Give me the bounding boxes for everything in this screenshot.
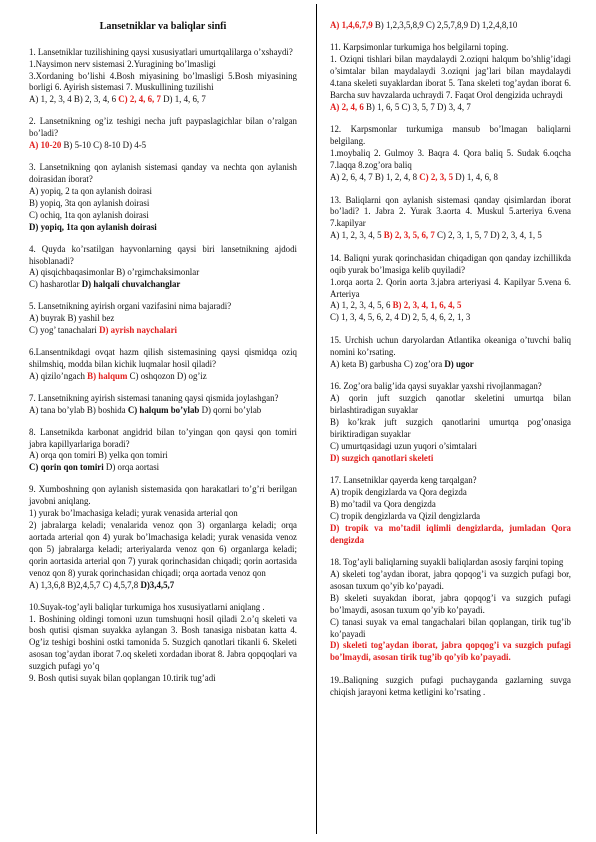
question-stem: 13. Baliqlarni qon aylanish sistemasi qanday qisimlardan iborat bo’ladi? 1. Jabra 2. Yurak 3.aorta 4. Muskul 5.arteriya 6.vena 7.kapilyar	[330, 194, 571, 229]
answer-text: C) ochiq, 1ta qon aylanish doirasi	[29, 209, 149, 220]
correct-answer: D) tropik va mo’tadil iqlimli dengizlarda, jumladan Qora dengizda	[330, 522, 571, 545]
question-block	[29, 301, 297, 337]
answer-text: C) tropik dengizlarda va Qizil dengizlarda	[330, 510, 481, 521]
answer-line	[330, 499, 571, 511]
answer-text: 1.orqa aorta 2. Qorin aorta 3.jabra arteriyasi 4. Kapilyar 5.vena 6. Arteriya	[330, 276, 571, 299]
answer-line	[29, 614, 297, 674]
answer-text: B) 5-10 C) 8-10 D) 4-5	[61, 140, 147, 151]
answer-text: B) 1,2,3,5,8,9 C) 2,5,7,8,9 D) 1,2,4,8,10	[372, 20, 518, 30]
question-stem: 17. Lansetniklar qayerda keng tarqalgan?	[330, 475, 477, 485]
answer-text: B) mo’tadil va Qora dengizda	[330, 498, 436, 509]
answer-text: C) 1, 3, 4, 5, 6, 2, 4 D) 2, 5, 4, 6, 2, 1, 3	[330, 312, 471, 323]
question-stem: 6.Lansentnikdagi ovqat hazm qilish sistemasining qaysi qismidqa oziq shilmshiq, modda bilan kichik luqmalar hosil qiladi?	[29, 347, 297, 369]
answer-line	[330, 593, 571, 617]
answer-text: 1.moybaliq 2. Gulmoy 3. Baqra 4. Qora baliq 5. Sudak 6.oqcha 7.laqqa 8.zog’ora baliq	[330, 148, 571, 171]
question-block	[29, 602, 297, 685]
answer-line	[330, 441, 571, 453]
correct-answer: D) ayrish naychalari	[99, 325, 177, 336]
question-block	[330, 675, 571, 699]
answer-text: A) qizilo’ngach	[29, 370, 88, 381]
answer-line	[330, 102, 571, 114]
highlighted-answer: C) halqum bo’ylab	[127, 404, 200, 415]
answer-line	[330, 417, 571, 441]
answer-line	[330, 300, 571, 312]
answer-text: 9. Bosh qutisi suyak bilan qoplangan 10.tirik tug’adi	[29, 673, 216, 684]
answer-line	[330, 359, 571, 371]
answer-text: C) umurtqasidagi uzun yuqori o’simtalari	[330, 440, 477, 451]
correct-answer: D) suzgich qanotlari skeleti	[330, 452, 434, 463]
answer-line	[330, 312, 571, 324]
answer-text: D) orqa aortasi	[103, 462, 160, 473]
answer-text: B) ko’krak juft suzgich qanotlarini umurtqa pog’onasiga biriktiradigan suyaklar	[330, 416, 571, 439]
answer-text: C) hasharotlar	[29, 279, 82, 290]
answer-line	[29, 210, 297, 222]
correct-answer: A) 10-20	[29, 140, 62, 151]
highlighted-answer: D) ugor	[444, 358, 474, 369]
answer-line	[330, 453, 571, 465]
question-block	[330, 20, 571, 32]
question-stem: 18. Tog’ayli baliqlarning suyakli baliqlardan asosiy farqini toping	[330, 557, 564, 568]
answer-text: A) 1, 2, 3, 4 B) 2, 3, 4, 6	[29, 94, 119, 105]
highlighted-answer: D) halqali chuvalchanglar	[81, 279, 181, 290]
answer-line	[29, 673, 297, 685]
answer-text: A) 2, 6, 4, 7 B) 1, 2, 4, 8	[330, 172, 420, 183]
answer-text: 1. Boshining oldingi tomoni uzun tumshuqni hosil qiladi 2.o’q skeleti va bosh qutisi qisman suyakka aylangan 3. Bosh tanasiga nisbatan katta 4. Og’iz teshigi boshini ostki tamonida 5. Suzgich qanotlari tikanli 6. Skeleti asosan tog’aydan iborat 7.oq skeleti xordadan iborat 8. Jabra qopqoqlari va suzgich pufagi yo’q	[29, 613, 297, 672]
question-block	[330, 335, 571, 371]
answer-text: D) 1, 4, 6, 8	[453, 172, 498, 183]
question-block	[330, 475, 571, 547]
answer-text: 1) yurak bo’lmachasiga keladi; yurak venasida arterial qon	[29, 508, 238, 519]
answer-line	[330, 640, 571, 664]
left-question-list	[29, 47, 297, 685]
question-stem: 3. Lansetnikning qon aylanish sistemasi qanday va nechta qon aylanish doirasidan iborat?	[29, 162, 297, 184]
question-block	[330, 124, 571, 184]
answer-text: A) yopiq, 2 ta qon aylanish doirasi	[29, 185, 152, 196]
answer-text: A) skeleti tog’aydan iborat, jabra qopqog’i va suzgich pufagi bor, asosan tuxum qo’yib ko’payadi.	[330, 568, 571, 591]
answer-text: A) tropik dengizlarda va Qora degizda	[330, 486, 467, 497]
question-stem: 5. Lansetnikning ayirish organi vazifasini nima bajaradi?	[29, 301, 232, 312]
answer-line	[29, 325, 297, 337]
question-stem: 10.Suyak-tog’ayli baliqlar turkumiga hos xususiyatlarni aniqlang .	[29, 601, 265, 612]
question-block	[29, 484, 297, 591]
answer-text: A) 1,3,6,8 B)2,4,5,7 C) 4,5,7,8	[29, 579, 141, 590]
question-stem: 14. Baliqni yurak qorinchasidan chiqadigan qon qanday izchillikda oqib yurak bo’lmasiga kelib quyiladi?	[330, 252, 571, 275]
correct-answer: C) 2, 3, 5	[419, 172, 454, 183]
answer-line	[29, 580, 297, 592]
answer-text: 2) jabralarga keladi; venalarida venoz qon 3) organlarga keladi; orqa aortada arterial qon 4) yurak bo’lmachasiga keladi; yurak venasida venoz qon 5) jabralarga keladi; arteriyalarda venoz qon 6) organlarga keladi; qorin aortasida arterial qon 7) yurak qorinchasidan chiqadi; qorin aortasida venoz qon 8) yurak qorinchasidan chiqadi; orqa aortada venoz qon	[29, 520, 297, 578]
answer-text: D) 1, 4, 6, 7	[160, 94, 206, 105]
question-stem: 1. Lansetniklar tuzilishining qaysi xususiyatlari umurtqalilarga o’xshaydi?	[29, 46, 293, 57]
answer-line	[29, 186, 297, 198]
question-block	[29, 393, 297, 417]
answer-line	[330, 617, 571, 641]
question-block	[29, 244, 297, 292]
answer-line	[330, 54, 571, 102]
question-stem: 8. Lansetnikda karbonat angidrid bilan to’yingan qon qaysi qon tomiri jabra kapillyarlariga boradi?	[29, 426, 297, 449]
answer-text: 1. Oziqni tishlari bilan maydalaydi 2.oziqni halqum bo’shlig’idagi o’simtalar bilan maydalaydi 3.oziqni jag’lari bilan maydalaydi 4.tana skeleti suyaklardan iborat 5. Tana skeleti tog’aydan iborat 6. Barcha suv havzalarda uchraydi 7. Faqat Orol dengizida uchraydi	[330, 54, 571, 101]
question-block	[330, 253, 571, 325]
question-block	[330, 381, 571, 464]
answer-text: C) tanasi suyak va emal tangachalari bilan qoplangan, tirik tug’ib ko’payadi	[330, 616, 571, 639]
answer-line	[29, 462, 297, 474]
right-column	[330, 20, 571, 709]
answer-line	[29, 405, 297, 417]
left-column	[29, 20, 297, 695]
page-title: Lansetniklar va baliqlar sinfi	[99, 21, 227, 32]
answer-line	[29, 520, 297, 580]
answer-line	[330, 487, 571, 499]
question-block	[29, 116, 297, 152]
right-question-list	[330, 20, 571, 699]
column-divider	[316, 4, 317, 834]
answer-text: A) qorin juft suzgich qanotlar skeletini umurtqa bilan birlashtiradigan suyaklar	[330, 392, 571, 415]
question-block	[29, 347, 297, 383]
answer-line	[330, 148, 571, 172]
answer-text: B) yopiq, 3ta qon aylanish doirasi	[29, 197, 150, 208]
answer-text: A) keta B) garbusha C) zog’ora	[330, 358, 445, 369]
answer-text: C) oshqozon D) og’iz	[127, 370, 207, 381]
question-stem: 7. Lansetnikning ayirish sistemasi tananing qaysi qismida joylashgan?	[29, 392, 279, 403]
answer-line	[29, 71, 297, 95]
correct-answer: B) halqum	[87, 370, 128, 381]
question-stem: 4. Quyda ko’rsatilgan hayvonlarning qaysi biri lansetnikning ajdodi hisoblanadi?	[29, 243, 297, 266]
question-block	[330, 42, 571, 114]
correct-answer: A) 2, 4, 6	[330, 102, 364, 113]
question-stem: 19..Baliqning suzgich pufagi puchayganda gazlarning suvga chiqish jarayoni ketma ketligini ko’rsating .	[330, 674, 571, 697]
answer-line	[330, 511, 571, 523]
answer-text: D) qorni bo’ylab	[199, 404, 262, 415]
answer-line	[330, 230, 571, 242]
answer-text: B) 1, 6, 5 C) 3, 5, 7 D) 3, 4, 7	[363, 102, 471, 113]
answer-line	[29, 267, 297, 279]
question-stem: 15. Urchish uchun daryolardan Atlantika okeaniga o’tuvchi baliq nomini ko’rsating.	[330, 334, 571, 357]
highlighted-answer: D)3,4,5,7	[140, 579, 175, 590]
correct-answer: B) 2, 3, 5, 6, 7	[383, 230, 435, 241]
question-stem: 12. Karpsmonlar turkumiga mansub bo’lmagan baliqlarni belgilang.	[330, 124, 571, 147]
answer-line	[29, 279, 297, 291]
question-stem: 9. Xumboshning qon aylanish sistemasida qon harakatlari to’g’ri berilgan javobni aniqlang.	[29, 484, 297, 507]
answer-text: A) 1, 2, 3, 4, 5, 6	[330, 300, 393, 311]
answer-line	[330, 523, 571, 547]
answer-text: B) skeleti suyakdan iborat, jabra qopqog’i va suzgich pufagi bo’lmaydi, asosan tuxum qo’yib ko’payadi.	[330, 592, 571, 615]
answer-line	[29, 198, 297, 210]
answer-text: A) 1, 2, 3, 4, 5	[330, 230, 384, 241]
question-block	[330, 557, 571, 664]
answer-text: C) 2, 3, 1, 5, 7 D) 2, 3, 4, 1, 5	[434, 230, 542, 241]
question-stem: 16. Zog’ora balig’ida qaysi suyaklar yaxshi rivojlanmagan?	[330, 381, 542, 392]
answer-text: A) orqa qon tomiri B) yelka qon tomiri	[29, 450, 168, 461]
answer-line	[330, 569, 571, 593]
answer-line	[29, 508, 297, 520]
answer-line	[330, 172, 571, 184]
answer-line	[29, 59, 297, 71]
answer-text: 3.Xordaning bo’lishi 4.Bosh miyasining bo’lmasligi 5.Bosh miyasining borligi 6. Ayirish sistemasi 7. Muskullining tuzilishi	[29, 70, 297, 93]
answer-line	[29, 94, 297, 106]
answer-line	[29, 222, 297, 234]
answer-line	[29, 313, 297, 325]
correct-answer: A) 1,4,6,7,9	[330, 20, 373, 30]
highlighted-answer: D) yopiq, 1ta qon aylanish doirasi	[29, 221, 157, 232]
question-stem: 2. Lansetnikning og’iz teshigi necha juft paypaslagichlar bilan o’ralgan bo’ladi?	[29, 116, 297, 139]
answer-line	[29, 450, 297, 462]
answer-text: A) qisqichbaqasimonlar B) o’rgimchaksimonlar	[29, 267, 200, 278]
correct-answer: B) 2, 3, 4, 1, 6, 4, 5	[392, 300, 462, 311]
correct-answer: C) 2, 4, 6, 7	[118, 94, 161, 105]
answer-line	[29, 140, 297, 152]
question-stem: 11. Karpsimonlar turkumiga hos belgilarni toping.	[330, 42, 509, 53]
highlighted-answer: C) qorin qon tomiri	[29, 462, 104, 473]
question-block	[29, 162, 297, 234]
answer-line	[29, 371, 297, 383]
question-block	[330, 195, 571, 243]
answer-line	[330, 393, 571, 417]
answer-text: C) yog’ tanachalari	[29, 325, 100, 336]
answer-text: A) tana bo’ylab B) boshida	[29, 404, 128, 415]
answer-line	[330, 20, 571, 32]
answer-text: A) buyrak B) yashil bez	[29, 313, 115, 324]
correct-answer: D) skeleti tog’aydan iborat, jabra qopqog’i va suzgich pufagi bo’lmaydi, asosan tirik tug’ib qo’yib ko’payadi.	[330, 640, 571, 663]
answer-text: 1.Naysimon nerv sistemasi 2.Yuragining bo’lmasligi	[29, 58, 216, 69]
question-block	[29, 427, 297, 475]
answer-line	[330, 277, 571, 301]
question-block	[29, 47, 297, 107]
